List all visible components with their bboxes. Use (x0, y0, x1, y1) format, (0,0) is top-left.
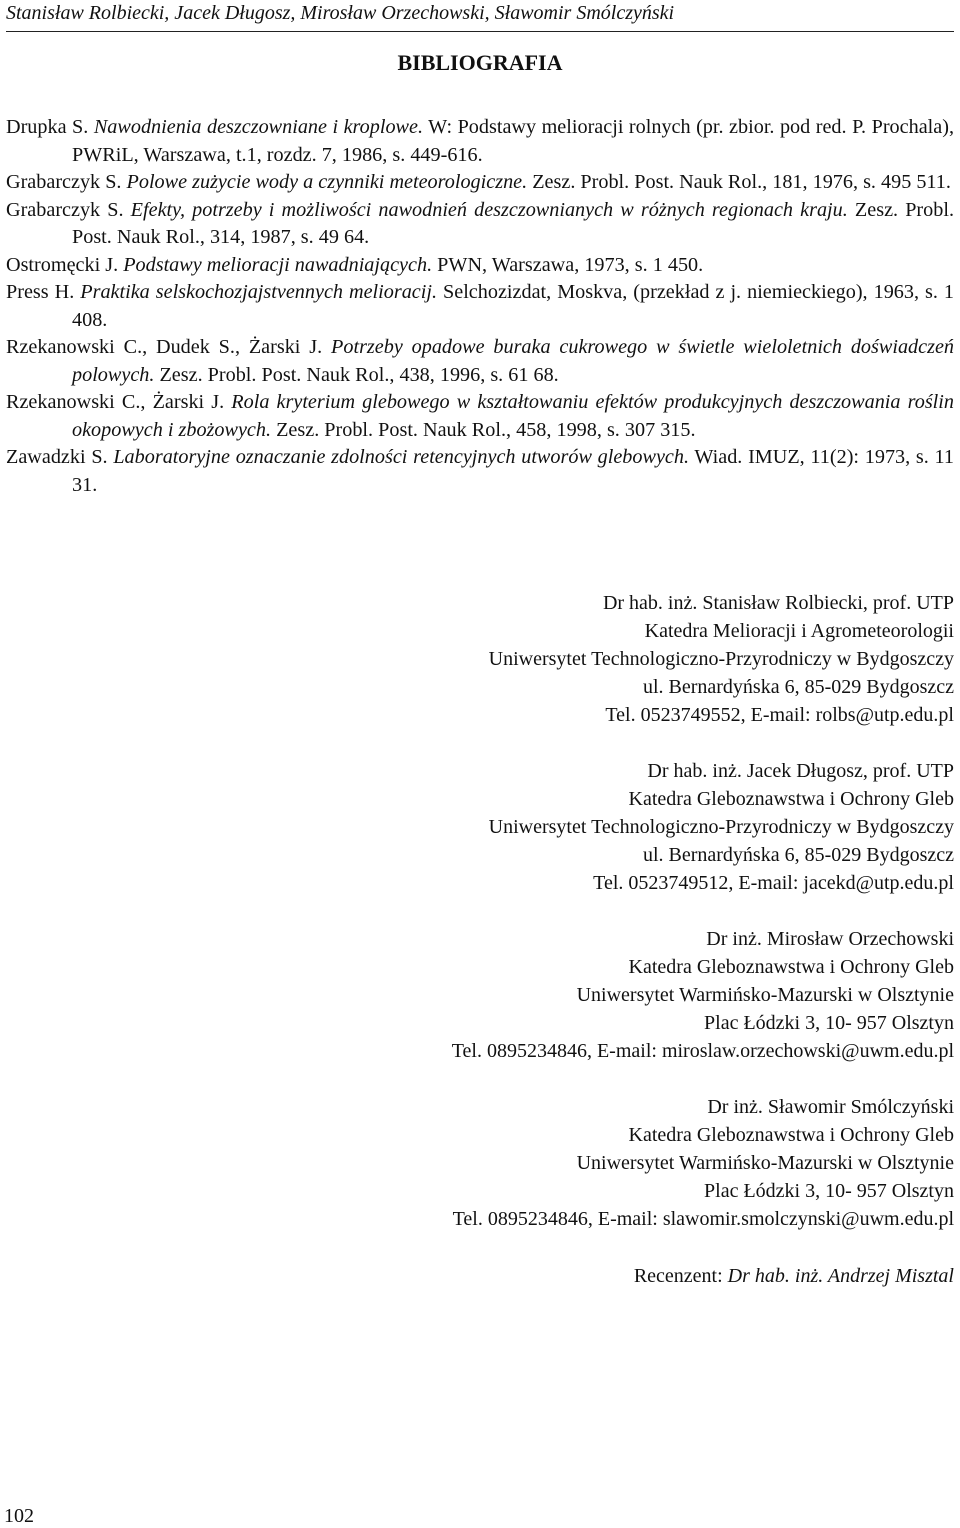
reference-title: Efekty, potrzeby i możliwości nawodnień deszczownianych w różnych regionach kraju. (130, 198, 848, 221)
reference-source: Zesz. Probl. Post. Nauk Rol., 181, 1976, s. 495 511. (532, 171, 951, 193)
reference-author: Press H. (6, 281, 75, 303)
page-number: 102 (4, 1505, 34, 1527)
reference-item (6, 444, 954, 499)
author-address: Plac Łódzki 3, 10- 957 Olsztyn (704, 1180, 954, 1202)
running-header (6, 0, 954, 32)
reference-title: Laboratoryjne oznaczanie zdolności retencyjnych utworów glebowych. (113, 446, 690, 468)
author-university: Uniwersytet Technologiczno-Przyrodniczy w Bydgoszczy (488, 648, 954, 670)
author-contact: Tel. 0523749552, E-mail: rolbs@utp.edu.pl (605, 704, 954, 726)
author-contact: Tel. 0895234846, E-mail: slawomir.smolczynski@uwm.edu.pl (452, 1208, 954, 1230)
author-address: ul. Bernardyńska 6, 85-029 Bydgoszcz (642, 676, 954, 698)
reference-title: Nawodnienia deszczowniane i kroplowe. (93, 116, 424, 138)
reference-item (6, 389, 954, 444)
reference-author: Ostromęcki J. (6, 253, 119, 276)
author-department: Katedra Gleboznawstwa i Ochrony Gleb (628, 788, 954, 810)
author-affiliation (334, 925, 954, 1065)
reference-title: Rola kryterium glebowego w kształtowaniu efektów produkcyjnych deszczowania roślin okopowych i zbożowych. (72, 391, 954, 441)
reference-author: Zawadzki S. (6, 446, 108, 468)
author-name: Dr hab. inż. Stanisław Rolbiecki, prof. UTP (602, 592, 954, 614)
reference-item (6, 169, 954, 197)
running-header-authors: Stanisław Rolbiecki, Jacek Długosz, Mirosław Orzechowski, Sławomir Smólczyński (6, 2, 675, 24)
author-contact: Tel. 0523749512, E-mail: jacekd@utp.edu.pl (593, 872, 954, 894)
bibliography-list (6, 114, 954, 499)
reference-source: Zesz. Probl. Post. Nauk Rol., 438, 1996, s. 61 68. (159, 363, 559, 386)
reviewer-name: Dr hab. inż. Andrzej Misztal (727, 1265, 954, 1287)
author-department: Katedra Gleboznawstwa i Ochrony Gleb (628, 1124, 954, 1146)
reference-title: Potrzeby opadowe buraka cukrowego w świetle wieloletnich doświadczeń polowych. (72, 336, 954, 386)
reviewer-line (634, 1262, 954, 1290)
author-department: Katedra Gleboznawstwa i Ochrony Gleb (628, 956, 954, 978)
author-university: Uniwersytet Warmińsko-Mazurski w Olsztynie (576, 984, 954, 1006)
author-department: Katedra Melioracji i Agrometeorologii (644, 620, 954, 642)
reference-source: W: Podstawy melioracji rolnych (pr. zbior. pod red. P. Prochala), PWRiL, Warszawa, t.1, rozdz. 7, 1986, s. 449-616. (72, 116, 954, 166)
reference-item (6, 334, 954, 389)
reference-item (6, 197, 954, 252)
author-university: Uniwersytet Technologiczno-Przyrodniczy w Bydgoszczy (488, 816, 954, 838)
reference-author: Drupka S. (6, 116, 89, 138)
reference-title: Polowe zużycie wody a czynniki meteorologiczne. (126, 171, 528, 193)
author-name: Dr hab. inż. Jacek Długosz, prof. UTP (647, 760, 954, 782)
author-name: Dr inż. Mirosław Orzechowski (706, 928, 954, 950)
author-affiliation (334, 589, 954, 729)
reference-title: Podstawy melioracji nawadniających. (123, 253, 433, 276)
reference-item (6, 279, 954, 334)
author-name: Dr inż. Sławomir Smólczyński (707, 1096, 954, 1118)
reviewer-label: Recenzent: (633, 1265, 723, 1287)
author-contact: Tel. 0895234846, E-mail: miroslaw.orzechowski@uwm.edu.pl (451, 1040, 954, 1062)
reference-source: Zesz. Probl. Post. Nauk Rol., 314, 1987, s. 49 64. (72, 198, 954, 248)
author-university: Uniwersytet Warmińsko-Mazurski w Olsztynie (576, 1152, 954, 1174)
reference-source: PWN, Warszawa, 1973, s. 1 450. (437, 253, 704, 276)
section-title: BIBLIOGRAFIA (397, 50, 563, 75)
reference-source: Wiad. IMUZ, 11(2): 1973, s. 11 31. (72, 446, 954, 496)
reference-title: Praktika selskochozjajstvennych melioracij. (80, 281, 438, 303)
reference-author: Grabarczyk S. (6, 198, 124, 221)
author-affiliation (334, 1093, 954, 1233)
reference-author: Rzekanowski C., Żarski J. (6, 391, 225, 413)
reference-item (6, 252, 954, 280)
reference-author: Rzekanowski C., Dudek S., Żarski J. (6, 336, 323, 358)
author-affiliation (334, 757, 954, 897)
reference-source: Zesz. Probl. Post. Nauk Rol., 458, 1998, s. 307 315. (276, 418, 696, 441)
author-address: ul. Bernardyńska 6, 85-029 Bydgoszcz (642, 844, 954, 866)
reference-item (6, 114, 954, 169)
reference-source: Selchozizdat, Moskva, (przekład z j. niemieckiego), 1963, s. 1 408. (72, 281, 955, 331)
author-address: Plac Łódzki 3, 10- 957 Olsztyn (704, 1012, 954, 1034)
reference-author: Grabarczyk S. (6, 171, 122, 193)
